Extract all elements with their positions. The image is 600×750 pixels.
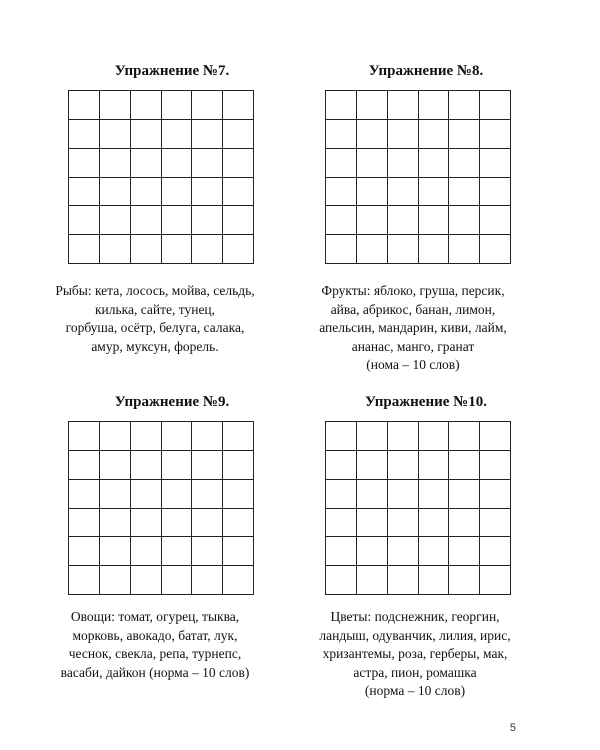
grid-cell (162, 91, 193, 120)
grid-cell (388, 537, 419, 566)
grid-cell (480, 178, 511, 207)
grid-cell (69, 537, 100, 566)
exercise-description (40, 608, 270, 682)
grid-cell (162, 566, 193, 595)
grid-cell (69, 91, 100, 120)
grid-cell (419, 566, 450, 595)
grid-cell (419, 206, 450, 235)
grid-cell (480, 149, 511, 178)
grid-cell (192, 149, 223, 178)
exercise-title: Упражнение №9. (114, 394, 230, 410)
grid-cell (223, 509, 254, 538)
grid-cell (480, 451, 511, 480)
description-line: морковь, авокадо, батат, лук, (72, 627, 238, 643)
grid-cell (357, 206, 388, 235)
grid-cell (419, 451, 450, 480)
grid-cell (162, 451, 193, 480)
grid-cell (162, 120, 193, 149)
grid-cell (100, 91, 131, 120)
grid-cell (100, 509, 131, 538)
letter-grid (68, 421, 254, 595)
description-line: айва, абрикос, банан, лимон, (330, 301, 496, 317)
grid-cell (192, 451, 223, 480)
grid-cell (223, 91, 254, 120)
grid-cell (69, 451, 100, 480)
grid-cell (388, 206, 419, 235)
grid-cell (449, 537, 480, 566)
grid-cell (449, 480, 480, 509)
grid-cell (69, 480, 100, 509)
exercise-description (300, 608, 530, 701)
grid-cell (419, 178, 450, 207)
grid-cell (357, 120, 388, 149)
grid-cell (357, 451, 388, 480)
grid-cell (388, 422, 419, 451)
grid-cell (326, 451, 357, 480)
grid-cell (419, 120, 450, 149)
grid-cell (357, 178, 388, 207)
page-number: 5 (509, 722, 516, 734)
grid-cell (480, 120, 511, 149)
grid-cell (131, 422, 162, 451)
grid-cell (162, 509, 193, 538)
grid-cell (480, 480, 511, 509)
description-line: килька, сайте, тунец, (94, 301, 216, 317)
grid-cell (192, 480, 223, 509)
grid-cell (69, 206, 100, 235)
grid-cell (192, 91, 223, 120)
letter-grid (68, 90, 254, 264)
grid-cell (419, 91, 450, 120)
grid-cell (357, 235, 388, 264)
grid-cell (357, 149, 388, 178)
grid-cell (326, 178, 357, 207)
exercise-title: Упражнение №8. (368, 63, 484, 79)
grid-cell (100, 206, 131, 235)
grid-cell (480, 509, 511, 538)
grid-cell (480, 91, 511, 120)
grid-cell (449, 91, 480, 120)
grid-cell (449, 422, 480, 451)
letter-grid (325, 90, 511, 264)
grid-cell (192, 235, 223, 264)
grid-cell (192, 120, 223, 149)
grid-cell (419, 480, 450, 509)
grid-cell (388, 566, 419, 595)
grid-cell (131, 91, 162, 120)
grid-cell (357, 566, 388, 595)
grid-cell (388, 451, 419, 480)
grid-cell (480, 422, 511, 451)
exercise-description (298, 282, 528, 375)
description-line: Овощи: томат, огурец, тыква, (70, 609, 240, 624)
grid-cell (131, 235, 162, 264)
grid-cell (69, 566, 100, 595)
grid-cell (326, 235, 357, 264)
grid-cell (449, 235, 480, 264)
grid-cell (192, 566, 223, 595)
grid-cell (162, 537, 193, 566)
grid-cell (223, 120, 254, 149)
grid-cell (326, 120, 357, 149)
grid-cell (100, 566, 131, 595)
grid-cell (223, 451, 254, 480)
grid-cell (162, 480, 193, 509)
grid-cell (100, 235, 131, 264)
grid-cell (69, 422, 100, 451)
grid-cell (326, 206, 357, 235)
grid-cell (326, 509, 357, 538)
grid-cell (449, 178, 480, 207)
grid-cell (388, 480, 419, 509)
description-line: Цветы: подснежник, георгин, (330, 609, 500, 624)
grid-cell (192, 206, 223, 235)
grid-cell (162, 422, 193, 451)
grid-cell (480, 206, 511, 235)
grid-cell (69, 235, 100, 264)
grid-cell (223, 422, 254, 451)
grid-cell (223, 480, 254, 509)
description-line: хризантемы, роза, герберы, мак, (322, 646, 508, 661)
grid-cell (131, 509, 162, 538)
grid-cell (223, 206, 254, 235)
grid-cell (162, 149, 193, 178)
grid-cell (162, 178, 193, 207)
grid-cell (419, 509, 450, 538)
grid-cell (388, 120, 419, 149)
grid-cell (326, 91, 357, 120)
exercise-title: Упражнение №7. (114, 63, 230, 79)
grid-cell (326, 537, 357, 566)
grid-cell (449, 509, 480, 538)
grid-cell (100, 451, 131, 480)
description-line: Рыбы: кета, лосось, мойва, сельдь, (55, 283, 255, 298)
grid-cell (449, 566, 480, 595)
grid-cell (357, 509, 388, 538)
grid-cell (449, 149, 480, 178)
grid-cell (131, 206, 162, 235)
grid-cell (388, 509, 419, 538)
grid-cell (131, 537, 162, 566)
grid-cell (131, 120, 162, 149)
description-line: горбуша, осётр, белуга, салака, (65, 320, 245, 335)
grid-cell (419, 537, 450, 566)
grid-cell (223, 235, 254, 264)
grid-cell (100, 178, 131, 207)
grid-cell (223, 566, 254, 595)
grid-cell (357, 91, 388, 120)
grid-cell (100, 149, 131, 178)
grid-cell (131, 451, 162, 480)
description-line: (норма – 10 слов) (364, 683, 466, 698)
grid-cell (480, 537, 511, 566)
grid-cell (357, 480, 388, 509)
description-line: ананас, манго, гранат (351, 338, 475, 354)
grid-cell (192, 509, 223, 538)
grid-cell (357, 537, 388, 566)
grid-cell (419, 149, 450, 178)
grid-cell (223, 537, 254, 566)
grid-cell (419, 422, 450, 451)
grid-cell (388, 235, 419, 264)
grid-cell (449, 451, 480, 480)
description-line: амур, муксун, форель. (91, 338, 219, 354)
grid-cell (388, 149, 419, 178)
grid-cell (131, 178, 162, 207)
grid-cell (480, 566, 511, 595)
grid-cell (131, 480, 162, 509)
grid-cell (326, 566, 357, 595)
grid-cell (388, 178, 419, 207)
description-line: (нома – 10 слов) (366, 357, 460, 372)
grid-cell (326, 480, 357, 509)
grid-cell (192, 178, 223, 207)
grid-cell (192, 537, 223, 566)
grid-cell (100, 422, 131, 451)
grid-cell (326, 422, 357, 451)
description-line: Фрукты: яблоко, груша, персик, (321, 283, 505, 298)
grid-cell (69, 120, 100, 149)
description-line: васаби, дайкон (норма – 10 слов) (60, 664, 250, 680)
exercise-title: Упражнение №10. (365, 394, 487, 410)
grid-cell (100, 120, 131, 149)
grid-cell (357, 422, 388, 451)
description-line: ландыш, одуванчик, лилия, ирис, (319, 627, 511, 643)
grid-cell (449, 206, 480, 235)
grid-cell (419, 235, 450, 264)
description-line: чеснок, свекла, репа, турнепс, (68, 646, 242, 661)
grid-cell (162, 206, 193, 235)
grid-cell (192, 422, 223, 451)
grid-cell (100, 537, 131, 566)
grid-cell (449, 120, 480, 149)
grid-cell (69, 509, 100, 538)
grid-cell (162, 235, 193, 264)
grid-cell (223, 178, 254, 207)
grid-cell (388, 91, 419, 120)
grid-cell (131, 149, 162, 178)
grid-cell (223, 149, 254, 178)
description-line: апельсин, мандарин, киви, лайм, (319, 320, 507, 335)
letter-grid (325, 421, 511, 595)
exercise-description (40, 282, 270, 356)
grid-cell (69, 149, 100, 178)
grid-cell (69, 178, 100, 207)
grid-cell (131, 566, 162, 595)
grid-cell (100, 480, 131, 509)
grid-cell (480, 235, 511, 264)
description-line: астра, пион, ромашка (353, 664, 477, 680)
grid-cell (326, 149, 357, 178)
